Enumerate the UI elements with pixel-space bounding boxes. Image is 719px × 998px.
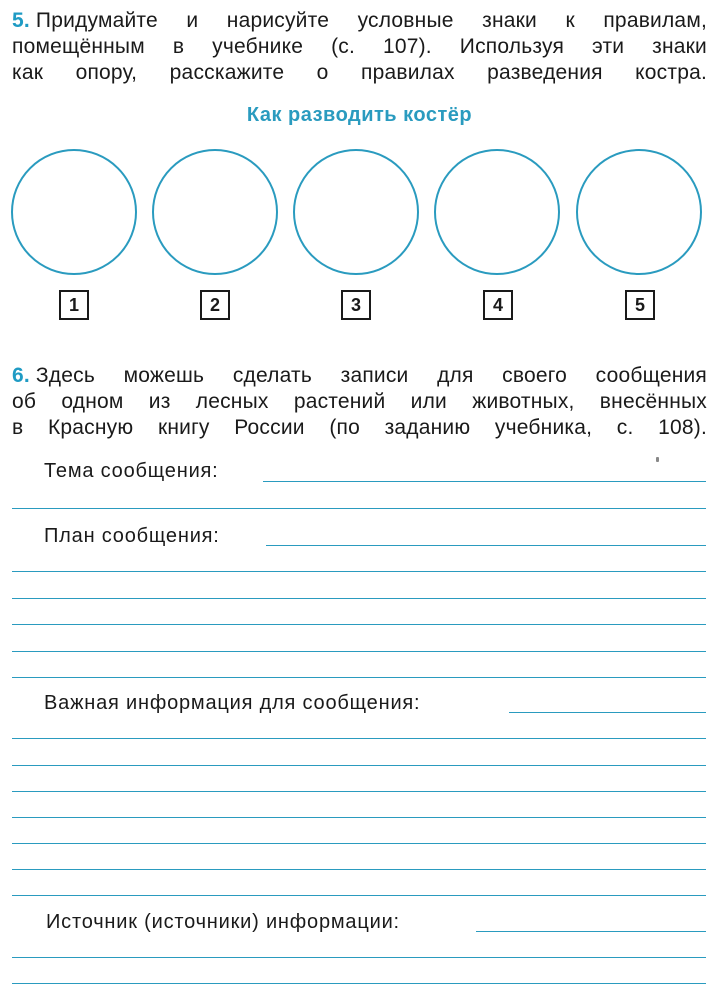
- number-box-4: 4: [483, 290, 513, 320]
- drawing-circle-2[interactable]: [152, 149, 278, 275]
- plan-write-line[interactable]: [266, 545, 706, 546]
- topic-label: Тема сообщения:: [44, 460, 219, 482]
- info-write-line-8[interactable]: [12, 895, 706, 896]
- info-write-line-7[interactable]: [12, 869, 706, 870]
- number-box-3: 3: [341, 290, 371, 320]
- topic-write-line-2[interactable]: [12, 508, 706, 509]
- plan-write-line-2[interactable]: [12, 571, 706, 572]
- task-5-line-2: помещённым в учебнике (с. 107). Используя эти знаки: [12, 35, 707, 58]
- info-write-line-5[interactable]: [12, 817, 706, 818]
- plan-write-line-6[interactable]: [12, 677, 706, 678]
- drawing-circle-1[interactable]: [11, 149, 137, 275]
- task-6-line-2: об одном из лесных растений или животных, внесённых: [12, 390, 707, 413]
- drawing-circle-3[interactable]: [293, 149, 419, 275]
- number-box-5: 5: [625, 290, 655, 320]
- info-write-line-6[interactable]: [12, 843, 706, 844]
- section-subtitle: Как разводить костёр: [246, 104, 473, 126]
- task-5-text-1: Придумайте и нарисуйте условные знаки к правилам,: [35, 9, 707, 32]
- info-write-line-4[interactable]: [12, 791, 706, 792]
- source-label: Источник (источники) информации:: [46, 911, 400, 933]
- task-6-line-1: [12, 363, 707, 389]
- plan-write-line-5[interactable]: [12, 651, 706, 652]
- task-5-line-1: [12, 8, 707, 34]
- info-write-line[interactable]: [509, 712, 706, 713]
- plan-write-line-3[interactable]: [12, 598, 706, 599]
- info-label: Важная информация для сообщения:: [44, 692, 421, 714]
- drawing-circle-5[interactable]: [576, 149, 702, 275]
- task-5-number: 5.: [12, 9, 30, 32]
- source-write-line-2[interactable]: [12, 957, 706, 958]
- number-box-2: 2: [200, 290, 230, 320]
- plan-write-line-4[interactable]: [12, 624, 706, 625]
- plan-label: План сообщения:: [44, 525, 220, 547]
- topic-write-line[interactable]: [263, 481, 706, 482]
- task-6-number: 6.: [12, 364, 30, 387]
- task-6-line-3: в Красную книгу России (по заданию учебника, с. 108).: [12, 416, 707, 439]
- task-5-instructions: [12, 8, 707, 86]
- task-6-text-1: Здесь можешь сделать записи для своего сообщения: [35, 364, 707, 387]
- source-write-line[interactable]: [476, 931, 706, 932]
- info-write-line-3[interactable]: [12, 765, 706, 766]
- task-6-instructions: [12, 363, 707, 441]
- task-5-line-3: как опору, расскажите о правилах разведения костра.: [12, 61, 707, 84]
- info-write-line-2[interactable]: [12, 738, 706, 739]
- drawing-circle-4[interactable]: [434, 149, 560, 275]
- source-write-line-3[interactable]: [12, 983, 706, 984]
- speck: [656, 457, 659, 462]
- number-box-1: 1: [59, 290, 89, 320]
